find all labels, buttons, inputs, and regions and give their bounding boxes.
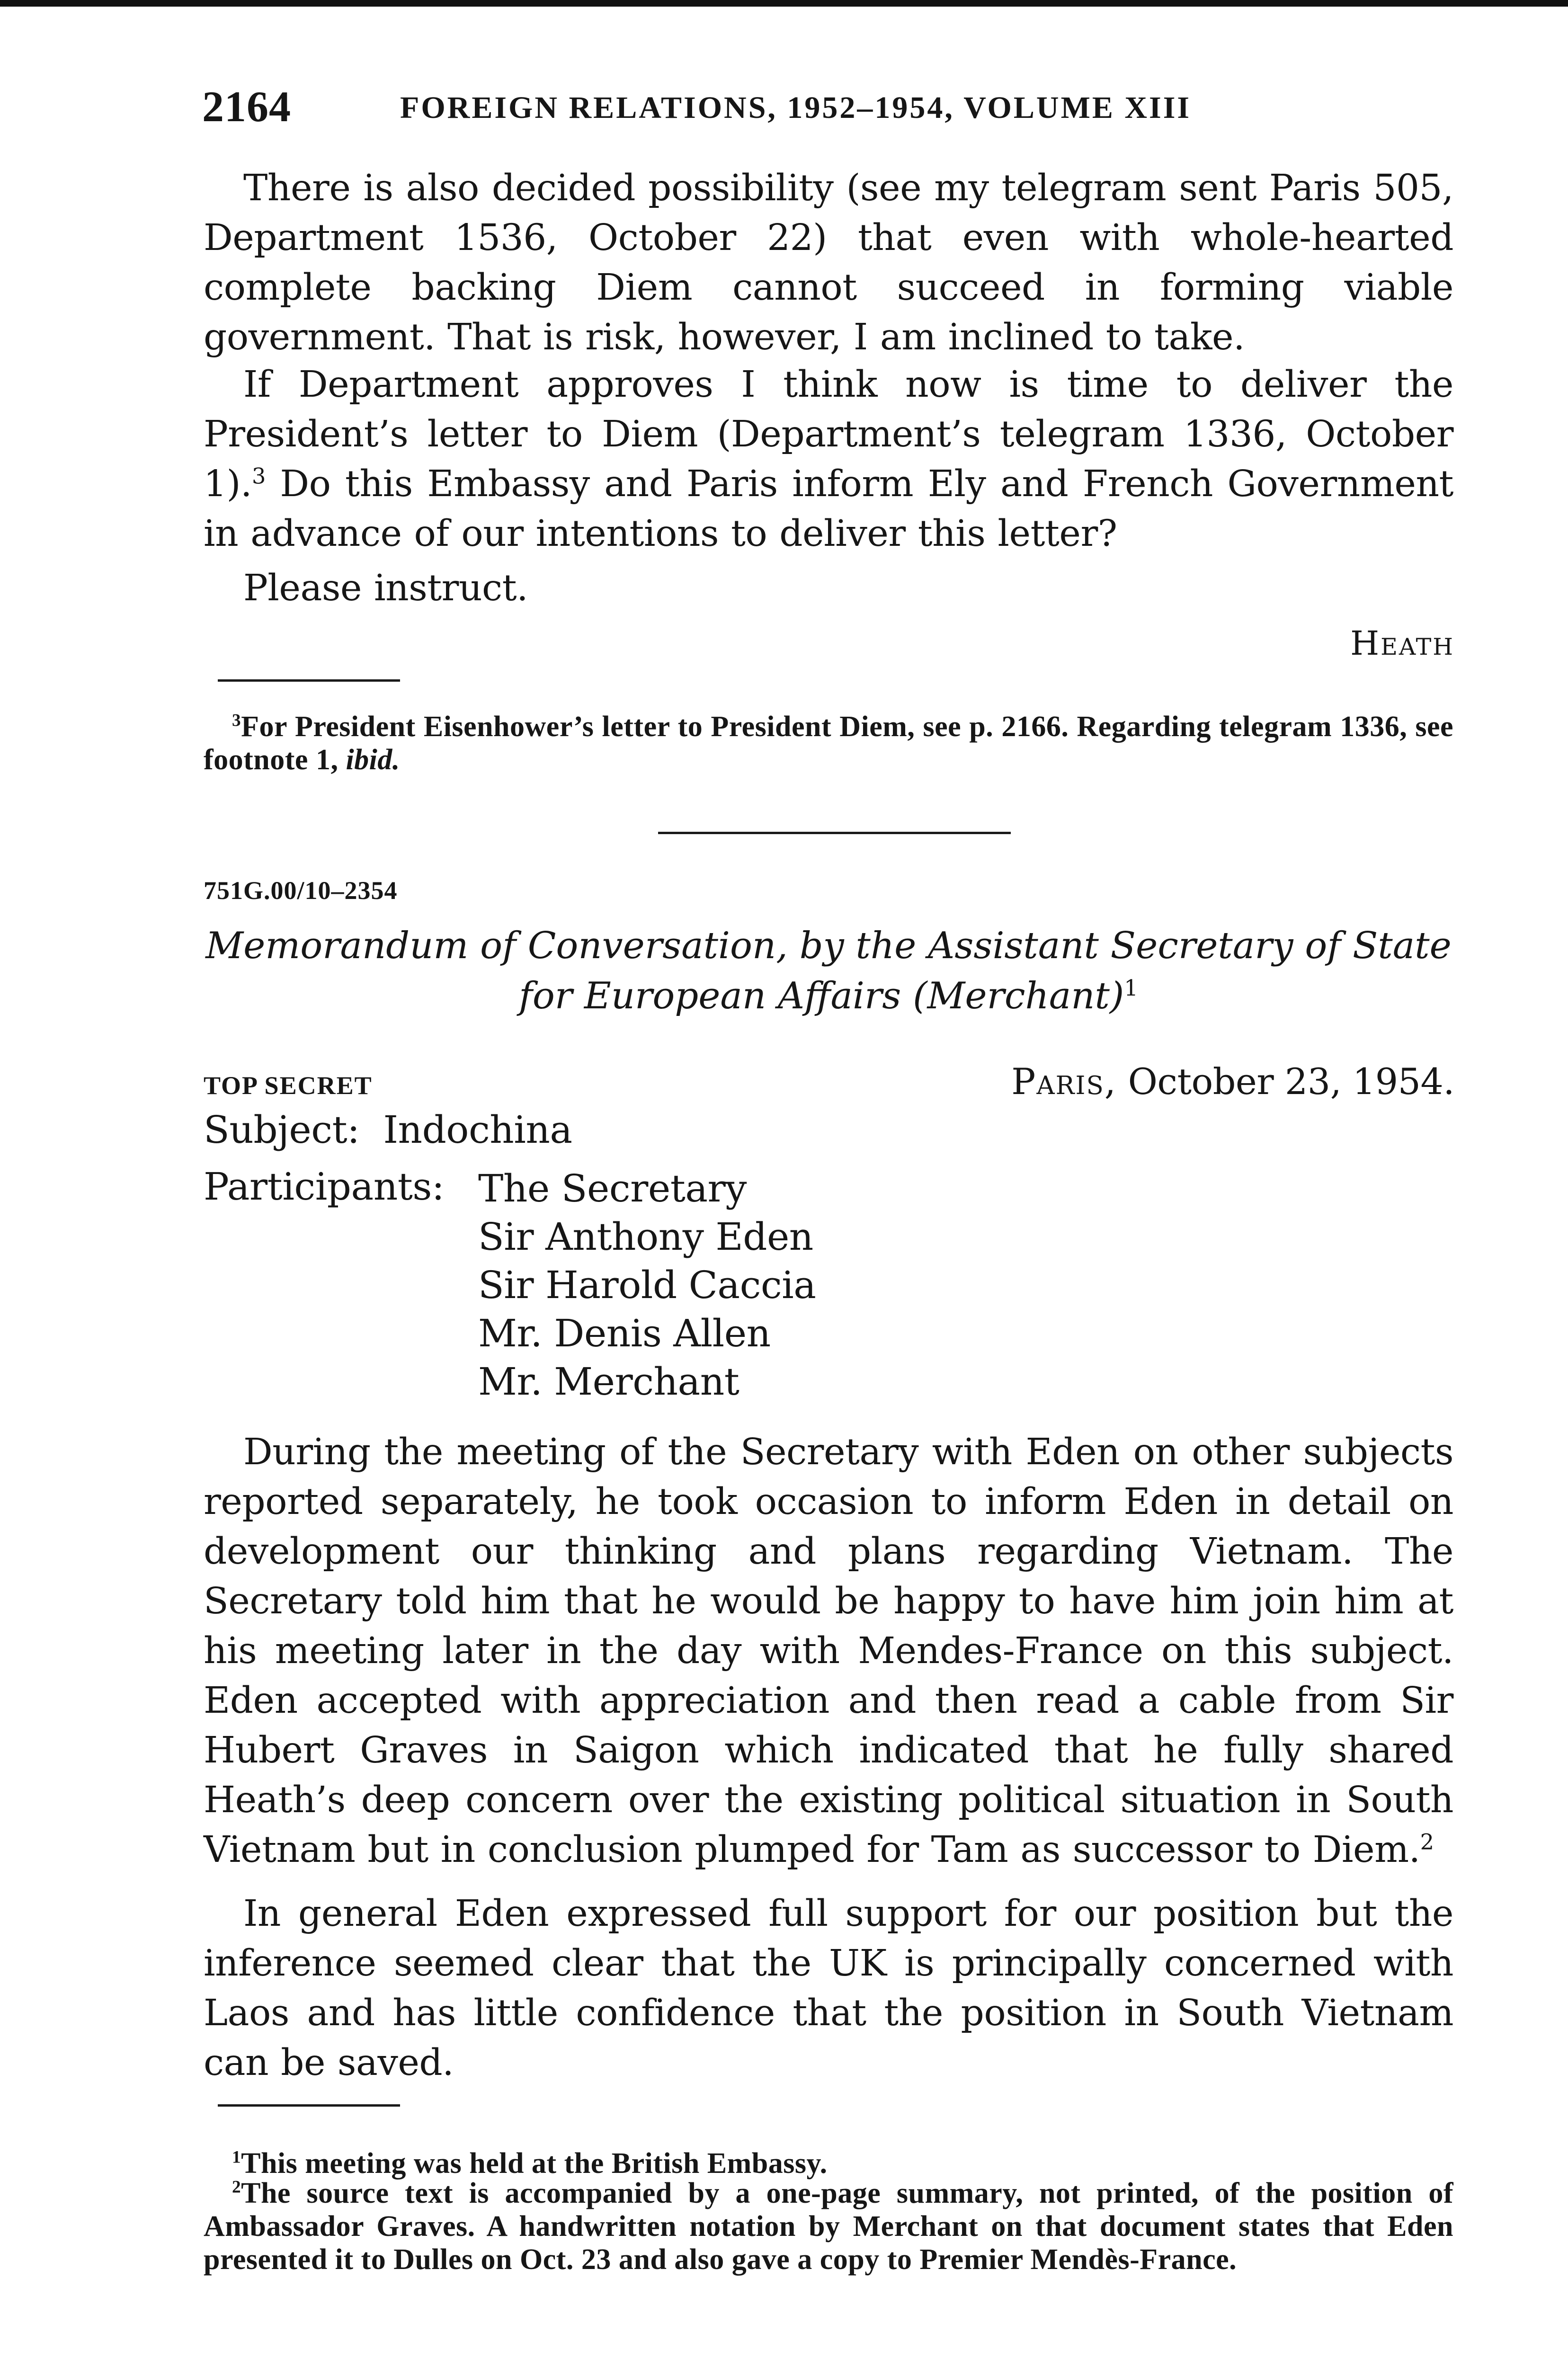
dateline bbox=[1011, 1060, 1454, 1103]
memo-paragraph-2 bbox=[204, 1889, 1453, 2088]
footnote-divider bbox=[218, 2104, 400, 2107]
footnote-1 bbox=[204, 2147, 1453, 2180]
paragraph-text-after-note: Do this Embassy and Paris inform Ely and French Government in advance of our intentions to deliver this letter? bbox=[204, 463, 1453, 555]
subject-row bbox=[204, 1108, 572, 1152]
document-title-text: Memorandum of Conversation, by the Assistant Secretary of State for European Affairs (Merchant) bbox=[205, 925, 1452, 1017]
dateline-date: October 23, 1954. bbox=[1116, 1060, 1454, 1103]
signature-heath: Heath bbox=[1350, 624, 1454, 663]
footnote-text: For President Eisenhower’s letter to President Diem, see p. 2166. Regarding telegram 1336, see footnote 1, bbox=[204, 711, 1453, 776]
footnote-divider bbox=[218, 679, 400, 682]
paragraph-wrapper bbox=[204, 1427, 1453, 1875]
footnote-ref-2: 2 bbox=[1420, 1829, 1434, 1855]
subject-label: Subject: bbox=[204, 1108, 360, 1152]
paragraph-text: In general Eden expressed full support for our position but the inference seemed clear that the UK is principally concerned with Laos and has little confidence that the position in South Vietnam can be saved. bbox=[204, 1893, 1453, 2084]
footnote-text: The source text is accompanied by a one-page summary, not printed, of the position of Ambassador Graves. A handwritten notation by Merchant on that document states that Eden presented it to Dulles on Oct. 23 and also gave a copy to Premier Mendès-France. bbox=[204, 2177, 1453, 2276]
previous-doc-paragraph-3 bbox=[204, 563, 1453, 613]
scan-top-border bbox=[0, 0, 1568, 7]
dateline-place: Paris, bbox=[1011, 1060, 1117, 1103]
footnote-italic-ref: ibid. bbox=[346, 744, 400, 776]
footnote-2 bbox=[204, 2177, 1453, 2276]
paragraph-text-before-note: If Department approves I think now is time to deliver the President’s letter to Diem (Department’s telegram 1336, October 1). bbox=[204, 364, 1453, 505]
file-number: 751G.00/10–2354 bbox=[204, 876, 398, 905]
document-separator-rule bbox=[658, 832, 1011, 834]
participant-item: Mr. Denis Allen bbox=[478, 1311, 771, 1355]
participant-item: The Secretary bbox=[478, 1166, 747, 1210]
participants-list bbox=[478, 1165, 816, 1406]
memo-paragraph-1 bbox=[204, 1427, 1453, 1875]
subject-value: Indochina bbox=[383, 1108, 572, 1152]
participants-label: Participants: bbox=[204, 1165, 445, 1209]
participant-item: Sir Harold Caccia bbox=[478, 1263, 816, 1307]
footnote-ref-1: 1 bbox=[1124, 976, 1139, 1001]
previous-doc-paragraph-1 bbox=[204, 163, 1453, 362]
paragraph-2-wrapper bbox=[204, 360, 1453, 559]
document-title bbox=[204, 921, 1453, 1021]
running-title: FOREIGN RELATIONS, 1952–1954, VOLUME XIII bbox=[400, 90, 1192, 125]
footnote-text: This meeting was held at the British Embassy. bbox=[241, 2147, 828, 2180]
previous-doc-paragraph-2 bbox=[204, 360, 1453, 559]
paragraph-text: There is also decided possibility (see my telegram sent Paris 505, Department 1536, October 22) that even with whole-hearted complete backing Diem cannot succeed in forming viable government. That is risk, however, I am inclined to take. bbox=[204, 167, 1453, 358]
classification-label: TOP SECRET bbox=[204, 1071, 373, 1100]
footnote-ref-3: 3 bbox=[252, 463, 266, 489]
participant-item: Mr. Merchant bbox=[478, 1360, 739, 1404]
footnote-marker: 2 bbox=[232, 2177, 241, 2197]
paragraph-text: Please instruct. bbox=[243, 567, 528, 609]
page-number: 2164 bbox=[202, 82, 291, 131]
footnote-marker: 1 bbox=[232, 2147, 241, 2167]
footnote-marker: 3 bbox=[232, 711, 241, 730]
participant-item: Sir Anthony Eden bbox=[478, 1215, 813, 1259]
footnote-3 bbox=[204, 710, 1453, 776]
paragraph-text: During the meeting of the Secretary with Eden on other subjects reported separately, he took occasion to inform Eden in detail on development our thinking and plans regarding Vietnam. The Secretary told him that he would be happy to have him join him at his meeting later in the day with Mendes-France on this subject. Eden accepted with appreciation and then read a cable from Sir Hubert Graves in Saigon which indicated that he fully shared Heath’s deep concern over the existing political situation in South Vietnam but in conclusion plumped for Tam as successor to Diem. bbox=[204, 1431, 1453, 1871]
